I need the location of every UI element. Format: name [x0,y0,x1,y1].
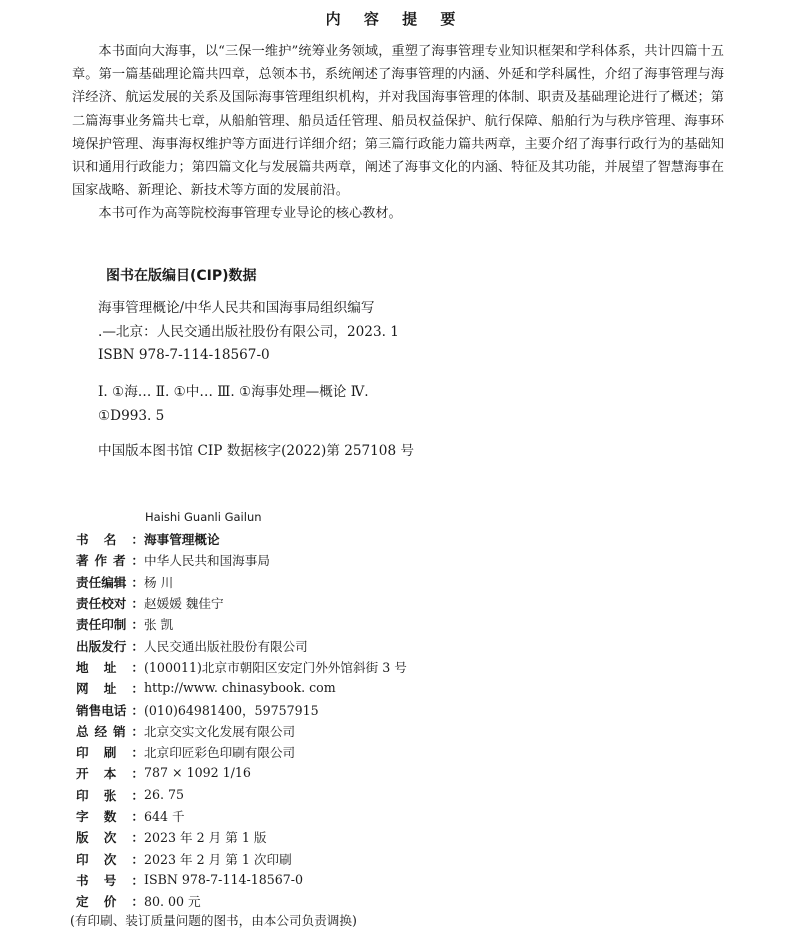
book-info-label-part: 址 [103,681,117,697]
book-info-label-part: 责任校对 [76,596,127,612]
book-info-row [76,805,576,826]
book-info-row [76,592,576,613]
cip-publisher-line: .—北京：人民交通出版社股份有限公司，2023. 1 [98,323,399,340]
summary-paragraph: 本书可作为高等院校海事管理专业导论的核心教材。 [98,206,402,222]
book-info-row [76,826,576,847]
book-info-label [76,593,144,612]
label-colon: ： [131,851,144,867]
book-info-label-part: 张 [103,787,117,803]
book-info-label-part: 书 [76,872,89,888]
label-colon: ： [131,596,144,612]
book-info-row [76,634,576,655]
book-info-value: http://www. chinasybook. com [144,680,336,696]
book-info-row [76,677,576,698]
book-info-value: 中华人民共和国海事局 [144,553,270,569]
book-info-row [76,762,576,783]
book-info-value: 杨 川 [144,574,174,590]
book-info-value: 644 千 [144,809,185,824]
label-colon: ： [131,894,144,910]
book-info-label-part: 地 [76,659,89,675]
book-info-label [76,678,144,697]
book-info-label-part: 开 [76,766,89,782]
book-info-label-part: 著 [76,553,89,569]
book-info-label [76,891,144,910]
book-info-row [76,549,576,570]
book-info-label-part: 次 [103,830,117,846]
label-colon: ： [131,723,144,739]
book-info-label-part: 刷 [103,745,117,761]
book-info-label [76,763,144,782]
book-info-label-part: 址 [103,659,117,675]
book-info-label-part: 印 [76,851,89,867]
label-colon: ： [131,659,144,675]
book-info-label [76,636,144,655]
label-colon: ： [131,830,144,846]
book-info-label [76,657,144,676]
label-colon: ： [131,617,144,633]
book-info-label-part: 次 [103,851,117,867]
cip-verification [98,440,518,464]
book-info-row [76,613,576,634]
cip-classification [98,381,518,428]
book-info-value: 787 × 1092 1/16 [144,765,251,781]
cip-isbn-line: ISBN 978-7-114-18567-0 [98,347,270,363]
book-info-label-part: 网 [76,681,89,697]
book-info-row [76,571,576,592]
label-colon: ： [131,553,144,569]
book-info-label [76,742,144,761]
book-info-label [76,529,144,548]
book-title-pinyin: Haishi Guanli Gailun [145,510,262,524]
book-info-row [76,528,576,549]
book-info-label-part: 书 [76,532,89,548]
page-title: 内 容 提 要 [325,10,465,28]
book-info-label [76,785,144,804]
book-info-label-part: 出版发行 [76,638,127,654]
book-info-value: 北京印匠彩色印刷有限公司 [144,745,296,761]
book-info-row [76,656,576,677]
book-info-row [76,869,576,890]
summary-paragraph: 本书面向大海事，以“三保一维护”统筹业务领域，重塑了海事管理专业知识框架和学科体系，共计四篇十五章。第一篇基础理论篇共四章，总领本书，系统阐述了海事管理的内涵、外延和学科属性，介绍了海事管理与海洋经济、航运发展的关系及国际海事管理组织机构，并对我国海事管理的体制、职责及基础理论进行了概述；第二篇海事业务篇共七章，从船舶管理、船员适任管理、船员权益保护、航行保障、船舶行为与秩序管理、海事环境保护管理、海事海权维护等方面进行详细介绍；第三篇行政能力篇共两章，主要介绍了海事行政行为的基础知识和通用行政能力；第四篇文化与发展篇共两章，阐述了海事文化的内涵、特征及其功能，并展望了智慧海事在国家战略、新理论、新技术等方面的发展前沿。 [72,44,724,199]
label-colon: ： [131,532,144,548]
book-info-row [76,784,576,805]
cip-verification-line: 中国版本图书馆 CIP 数据核字(2022)第 257108 号 [98,443,415,459]
book-info-label [76,827,144,846]
label-colon: ： [131,809,144,824]
book-info-row [76,720,576,741]
cip-subject-line: Ⅰ. ①海… Ⅱ. ①中… Ⅲ. ①海事处理—概论 Ⅳ. [98,384,369,400]
book-info-label-part: 总 [76,723,89,739]
cip-title-line: 海事管理概论/中华人民共和国海事局组织编写 [98,300,375,316]
book-info-value: 2023 年 2 月 第 1 版 [144,830,267,846]
book-info-label [76,700,144,719]
book-info-label-part: 价 [103,894,117,910]
book-info-label-part: 名 [103,532,117,548]
book-info-value: 2023 年 2 月 第 1 次印刷 [144,851,292,867]
book-info-label [76,870,144,889]
book-info-label [76,849,144,868]
cip-class-number: ①D993. 5 [98,407,165,424]
book-info-label-part: 责任编辑 [76,574,127,590]
book-info-label-part: 数 [103,809,117,824]
label-colon: ： [131,574,144,590]
book-info-label-part: 号 [103,872,117,888]
book-info-row [76,890,576,911]
book-info-label-part: 销 [112,723,126,739]
book-info-row [76,698,576,719]
book-info-value: (010)64981400，59757915 [144,702,319,718]
book-info-label-part: 定 [76,894,89,910]
cip-record [98,297,518,368]
book-info-row [76,741,576,762]
book-info-value: ISBN 978-7-114-18567-0 [144,871,304,887]
book-info-label [76,550,144,569]
label-colon: ： [131,702,144,718]
book-info-label [76,572,144,591]
label-colon: ： [131,745,144,761]
book-info-label-part: 印 [76,787,89,803]
book-info-label-part: 本 [103,766,117,782]
book-info-row [76,847,576,868]
book-info-value: 26. 75 [144,786,185,802]
label-colon: ： [131,638,144,654]
book-info-label-part: 经 [94,723,108,739]
label-colon: ： [131,787,144,803]
summary-section [72,40,724,226]
book-info-label-part: 责任印制 [76,617,127,633]
book-info-table [76,528,576,911]
quality-footnote: (有印刷、装订质量问题的图书，由本公司负责调换) [70,913,357,928]
book-info-value: (100011)北京市朝阳区安定门外外馆斜街 3 号 [144,659,407,675]
book-info-label-part: 者 [112,553,126,569]
book-info-value: 北京交实文化发展有限公司 [144,723,296,739]
book-info-value: 人民交通出版社股份有限公司 [144,638,308,654]
book-info-label-part: 销售电话 [76,702,127,718]
book-info-value: 80. 00 元 [144,894,201,910]
book-info-label [76,614,144,633]
label-colon: ： [131,872,144,888]
book-info-label [76,806,144,825]
book-info-label-part: 作 [94,553,108,569]
book-info-label-part: 印 [76,745,89,761]
label-colon: ： [131,681,144,697]
book-info-label-part: 版 [76,830,89,846]
book-info-value: 赵媛媛 魏佳宁 [144,596,224,612]
cip-heading: 图书在版编目(CIP)数据 [106,268,257,284]
book-info-value: 海事管理概论 [144,532,220,548]
book-info-label [76,721,144,740]
book-info-value: 张 凯 [144,617,174,633]
label-colon: ： [131,766,144,782]
book-info-label-part: 字 [76,809,89,824]
